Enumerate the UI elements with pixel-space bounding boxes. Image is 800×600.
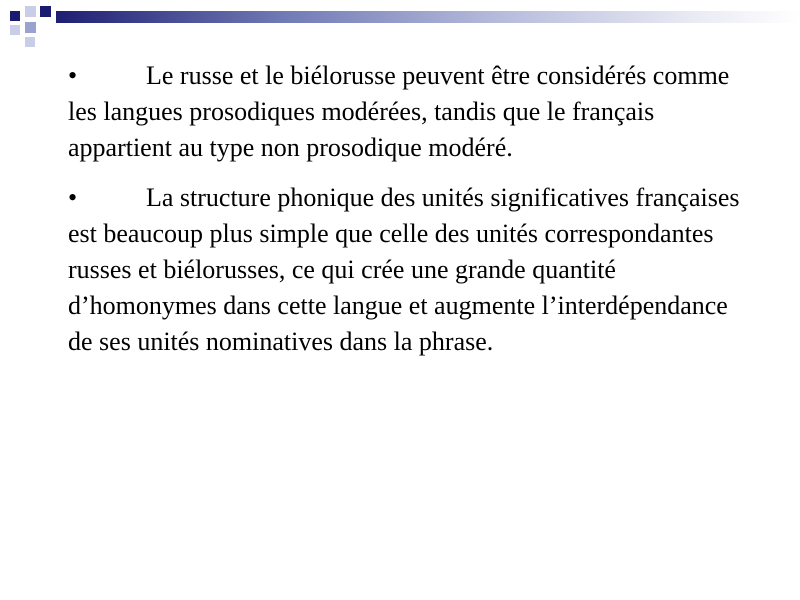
decorative-square (25, 6, 36, 17)
bullet-paragraph-2 (68, 180, 748, 360)
bullet-icon: • (68, 183, 78, 212)
slide-body (68, 58, 748, 360)
header-gradient-band (56, 11, 800, 23)
paragraph-text: Le russe et le biélorusse peuvent être considérés comme les langues prosodiques modérées, tandis que le français appartient au type non prosodique modéré. (68, 61, 730, 162)
paragraph-text: La structure phonique des unités significatives françaises est beaucoup plus simple que celle des unités correspondantes russes et biélorusses, ce qui crée une grande quantité d’homonymes dans cette langue et augmente l’interdépendance de ses unités nominatives dans la phrase. (68, 183, 740, 356)
decorative-square (25, 22, 36, 33)
decorative-square (10, 25, 20, 35)
bullet-icon: • (68, 61, 78, 90)
decorative-square (25, 37, 35, 47)
bullet-paragraph-1 (68, 58, 748, 166)
decorative-square (40, 6, 51, 17)
decorative-square (10, 11, 20, 21)
